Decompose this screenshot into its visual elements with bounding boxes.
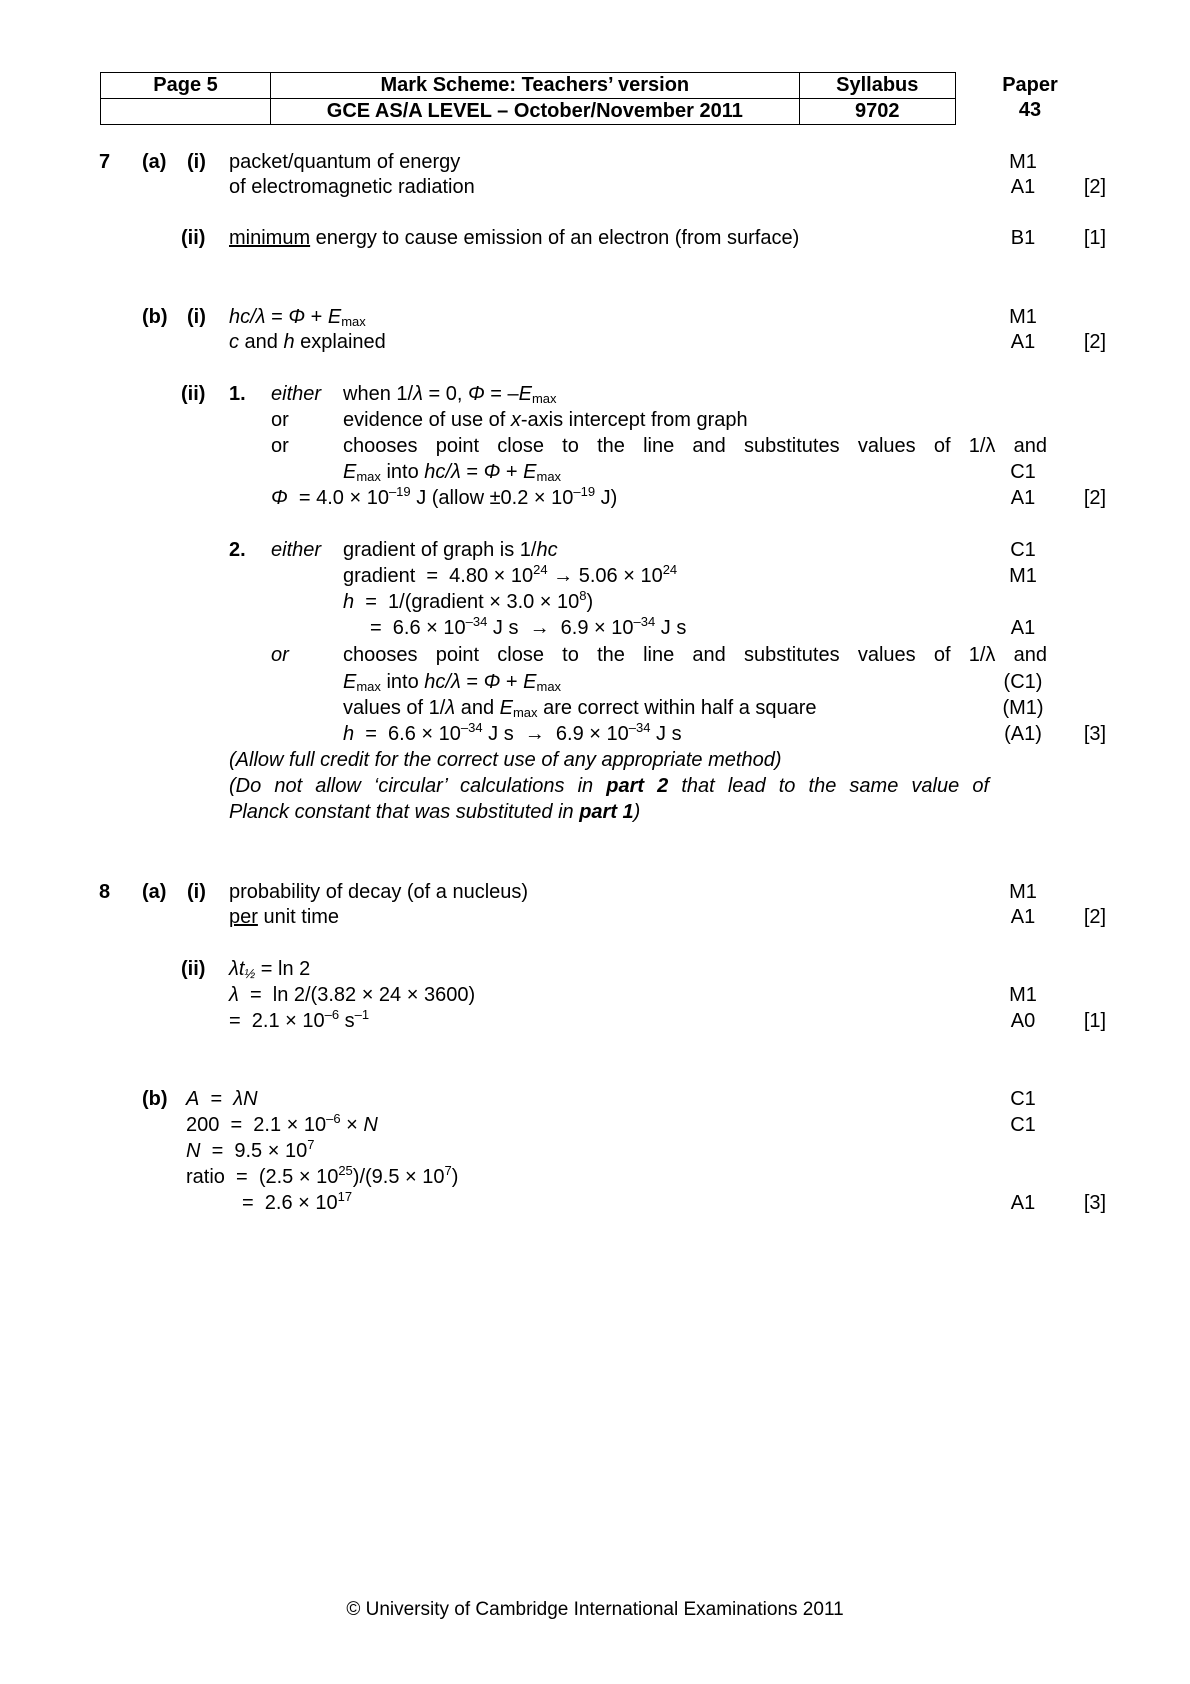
mark: A1 [1010,1192,1036,1214]
equation: $E_{max}$ into $hc/\lambda = \Phi + E_{max}$ [343,671,562,694]
mark: M1 [1009,984,1037,1006]
examiner-note: (Allow full credit for the correct use of any appropriate method) [229,749,782,771]
total-mark: [2] [1083,906,1107,928]
answer-line: evidence of use of x-axis intercept from graph [343,409,748,431]
total-mark: [2] [1083,487,1107,509]
header-subtitle: GCE AS/A LEVEL – October/November 2011 [271,99,799,125]
equation: = $2.1 \times 10^{-6}$ $s^{-1}$ [229,1007,370,1032]
answer-line: minimum energy to cause emission of an electron (from surface) [229,227,800,249]
answer-line: $h = 6.6 \times 10^{-34}$ J $s \to 6.9 \times 10^{-34}$ J s [343,720,682,745]
answer-line: gradient = $4.80 \times 10^{24} \to 5.06 \times 10^{24}$ [343,562,678,587]
footer-copyright: © University of Cambridge International Examinations 2011 [346,1599,844,1620]
header-empty-cell [101,99,271,125]
paper-label: Paper [1002,74,1058,96]
mark: C1 [1010,461,1036,483]
part-label-7b: (b) [142,306,168,328]
mark: C1 [1010,539,1036,561]
mark: (A1) [1004,723,1042,745]
total-mark: [1] [1083,1010,1107,1032]
header-title: Mark Scheme: Teachers’ version [271,73,799,99]
answer-line: gradient of graph is 1/hc [343,539,558,561]
subpart-label-7b-ii: (ii) [181,383,206,405]
mark: A1 [1010,906,1036,928]
equation: $N = 9.5 \times 10^7$ [186,1137,315,1162]
paper-value: 43 [1018,99,1042,121]
part-label-8a: (a) [142,881,167,903]
examiner-note: (Do not allow ‘circular’ calculations in part 2 that lead to the same value of [229,775,990,797]
mark: A1 [1010,331,1036,353]
syllabus-label: Syllabus [799,73,955,99]
subpart-label-8a-ii: (ii) [181,958,206,980]
total-mark: [2] [1083,176,1107,198]
mark: A1 [1010,617,1036,639]
mark: A0 [1010,1010,1036,1032]
or-label: or [271,644,289,666]
subpart-label-7a-i: (i) [187,151,206,173]
mark: (M1) [1002,697,1044,719]
answer-line: when 1/λ = 0, $\Phi = -E_{max}$ [343,383,557,406]
part-label-7a: (a) [142,151,167,173]
equation: = $2.6 \times 10^{17}$ [242,1189,353,1214]
or-label: or [271,435,289,457]
answer-line: per unit time [229,906,340,928]
item-label-1: 1. [229,383,246,405]
syllabus-value: 9702 [799,99,955,125]
equation: λ = ln 2/(3.82 × 24 × 3600) [229,984,476,1006]
mark: A1 [1010,487,1036,509]
equation: $E_{max}$ into $hc/\lambda = \Phi + E_{max}$ [343,461,562,484]
equation: ratio = $(2.5 \times 10^{25})/(9.5 \times 10^7)$ [186,1163,459,1188]
subpart-label-7a-ii: (ii) [181,227,206,249]
or-label: or [271,409,289,431]
subpart-label-7b-i: (i) [187,306,206,328]
underlined-word: minimum [229,227,311,249]
either-label: either [271,383,322,405]
question-number-7: 7 [99,151,111,173]
subpart-label-8a-i: (i) [187,881,206,903]
mark: (C1) [1003,671,1043,693]
equation: $200 = 2.1 \times 10^{-6} \times N$ [186,1111,378,1136]
total-mark: [1] [1083,227,1107,249]
answer-line: = $6.6 \times 10^{-34}$ J $s \to 6.9 \times 10^{-34}$ J s [370,614,687,639]
mark: A1 [1010,176,1036,198]
mark: B1 [1010,227,1036,249]
answer-line: c and h explained [229,331,386,353]
equation: $hc/\lambda = \Phi + E_{max}$ [229,306,366,329]
answer-line: $\Phi = 4.0 \times 10^{-19}$ J (allow $\pm 0.2 \times 10^{-19}$ J) [271,484,618,509]
examiner-note: Planck constant that was substituted in part 1) [229,801,641,823]
either-label: either [271,539,322,561]
total-mark: [3] [1083,1192,1107,1214]
mark: M1 [1009,565,1037,587]
answer-line: probability of decay (of a nucleus) [229,881,529,903]
page-number: Page 5 [101,73,271,99]
question-number-8: 8 [99,881,111,903]
total-mark: [3] [1083,723,1107,745]
answer-line: h = 1/(gradient × $3.0 \times 10^8$) [343,588,594,613]
mark: M1 [1009,306,1037,328]
equation: $\lambda t_{\frac{1}{2}} = \ln 2$ [229,958,311,981]
answer-line: packet/quantum of energy [229,151,461,173]
header-table [100,72,956,125]
answer-line: chooses point close to the line and substitutes values of 1/λ and [343,644,1047,666]
mark: M1 [1009,151,1037,173]
answer-line: values of 1/λ and $E_{max}$ are correct within half a square [343,697,817,720]
underlined-word: per [229,906,258,928]
answer-line: of electromagnetic radiation [229,176,475,198]
part-label-8b: (b) [142,1088,168,1110]
answer-line: chooses point close to the line and substitutes values of 1/λ and [343,435,1047,457]
mark: M1 [1009,881,1037,903]
item-label-2: 2. [229,539,246,561]
mark: C1 [1010,1114,1036,1136]
total-mark: [2] [1083,331,1107,353]
mark: C1 [1010,1088,1036,1110]
equation: A = λN [186,1088,258,1110]
